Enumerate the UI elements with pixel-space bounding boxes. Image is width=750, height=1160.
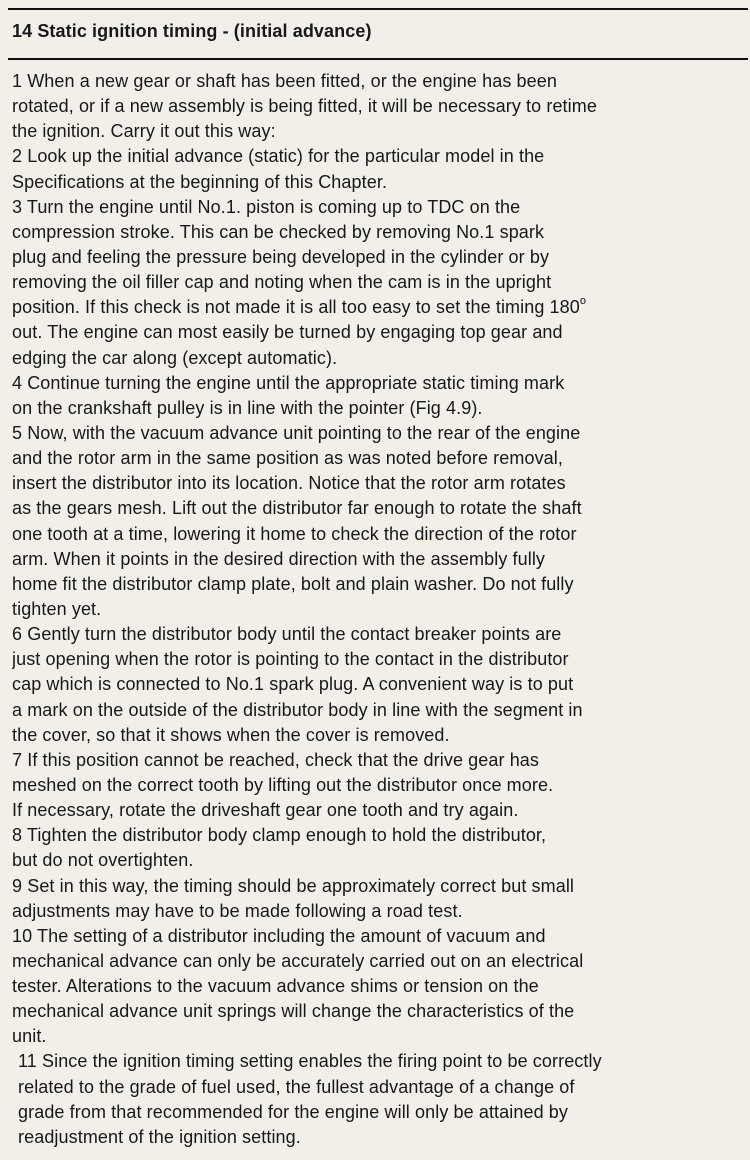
text-line: 1 When a new gear or shaft has been fitted, or the engine has been — [12, 71, 557, 91]
text-line: one tooth at a time, lowering it home to check the direction of the rotor — [12, 523, 577, 544]
title-rule — [8, 58, 748, 60]
text-line: but do not overtighten. — [12, 850, 194, 871]
text-line: tester. Alterations to the vacuum advance shims or tension on the — [12, 976, 539, 997]
text-line: arm. When it points in the desired direction with the assembly fully — [12, 548, 546, 569]
text-line: out. The engine can most easily be turned by engaging top gear and — [12, 322, 563, 343]
text-line: 10 The setting of a distributor including the amount of vacuum and — [12, 925, 546, 946]
degree-mark: o — [579, 295, 587, 308]
text-line: 7 If this position cannot be reached, check that the drive gear has — [12, 749, 540, 770]
text-line: If necessary, rotate the driveshaft gear one tooth and try again. — [12, 800, 519, 821]
text-line: related to the grade of fuel used, the fullest advantage of a change of — [18, 1076, 575, 1097]
text-line: adjustments may have to be made following a road test. — [12, 900, 463, 921]
text-line: mechanical advance unit springs will change the characteristics of the — [12, 1001, 575, 1022]
text-line: compression stroke. This can be checked by removing No.1 spark — [12, 221, 545, 242]
text-line: position. If this check is not made it is all too easy to set the timing 180 — [12, 297, 580, 318]
text-line: just opening when the rotor is pointing to the contact in the distributor — [12, 649, 569, 670]
text-line: mechanical advance can only be accurately carried out on an electrical — [12, 950, 584, 971]
text-line: the cover, so that it shows when the cover is removed. — [12, 724, 450, 745]
text-line: 4 Continue turning the engine until the appropriate static timing mark — [12, 372, 565, 393]
text-line: 8 Tighten the distributor body clamp enough to hold the distributor, — [12, 825, 547, 846]
text-line: 11 Since the ignition timing setting enables the firing point to be correctly — [18, 1051, 602, 1072]
text-line: tighten yet. — [12, 598, 102, 619]
text-line: removing the oil filler cap and noting when the cam is in the upright — [12, 272, 552, 293]
text-line: 5 Now, with the vacuum advance unit pointing to the rear of the engine — [12, 422, 581, 443]
text-line: readjustment of the ignition setting. — [18, 1126, 301, 1147]
text-line: rotated, or if a new assembly is being fitted, it will be necessary to retime — [12, 96, 597, 117]
text-line: as the gears mesh. Lift out the distributor far enough to rotate the shaft — [12, 498, 582, 519]
text-line: on the crankshaft pulley is in line with the pointer (Fig 4.9). — [12, 397, 483, 418]
text-line: home fit the distributor clamp plate, bolt and plain washer. Do not fully — [12, 573, 574, 594]
section-title: 14 Static ignition timing - (initial advance) — [12, 21, 372, 41]
text-line: the ignition. Carry it out this way: — [12, 121, 276, 142]
text-line: cap which is connected to No.1 spark plug. A convenient way is to put — [12, 674, 574, 695]
text-line: a mark on the outside of the distributor body in line with the segment in — [12, 699, 583, 720]
section-body — [12, 69, 744, 1150]
text-line: unit. — [12, 1026, 47, 1047]
text-line: grade from that recommended for the engine will only be attained by — [18, 1101, 569, 1122]
text-line: Specifications at the beginning of this Chapter. — [12, 171, 388, 192]
text-line: 9 Set in this way, the timing should be approximately correct but small — [12, 875, 575, 896]
text-line: 2 Look up the initial advance (static) for the particular model in the — [12, 146, 545, 167]
top-rule — [8, 8, 748, 10]
text-line: edging the car along (except automatic). — [12, 347, 338, 368]
text-line-with-degree — [12, 295, 744, 320]
text-line: insert the distributor into its location. Notice that the rotor arm rotates — [12, 473, 566, 494]
text-line: and the rotor arm in the same position as was noted before removal, — [12, 448, 563, 469]
text-line: plug and feeling the pressure being developed in the cylinder or by — [12, 246, 550, 267]
text-line: 3 Turn the engine until No.1. piston is coming up to TDC on the — [12, 196, 521, 217]
text-line: meshed on the correct tooth by lifting out the distributor once more. — [12, 774, 554, 795]
text-line: 6 Gently turn the distributor body until the contact breaker points are — [12, 624, 562, 645]
